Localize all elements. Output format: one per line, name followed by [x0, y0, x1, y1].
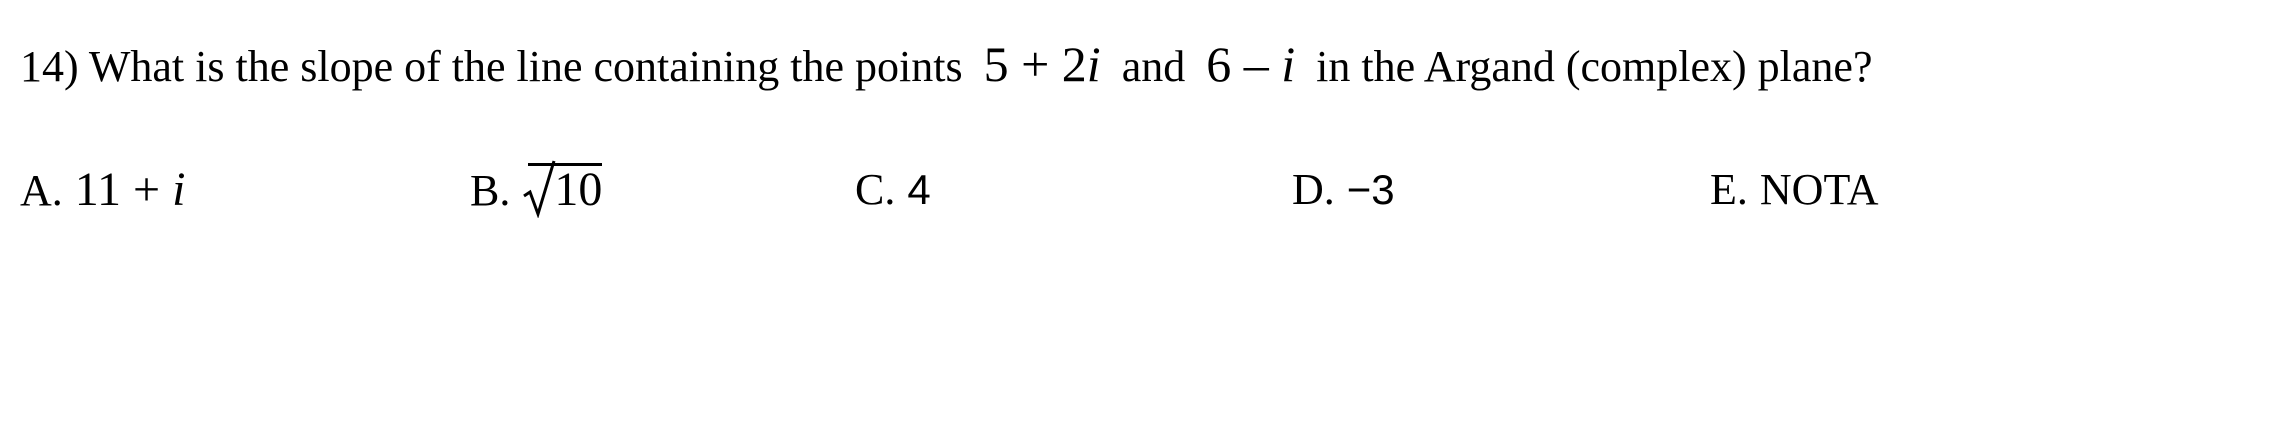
choice-d-value: −3 [1346, 166, 1395, 213]
square-root-expression [522, 162, 602, 218]
choice-b-letter: B. [470, 166, 511, 215]
choice-a-value [75, 163, 186, 216]
choice-c-value: 4 [907, 166, 931, 213]
choice-a-operator: + [133, 163, 161, 216]
choice-b[interactable] [470, 162, 602, 219]
point-one-expression [984, 36, 1101, 92]
choice-e[interactable] [1710, 162, 1879, 218]
point-one-real: 5 [983, 36, 1009, 92]
choice-a-number: 11 [74, 163, 121, 216]
point-one-imag: 2 [1061, 36, 1087, 92]
point-two-operator: – [1243, 36, 1269, 92]
question-text-before: What is the slope of the line containing the points [88, 42, 963, 91]
point-one-operator: + [1021, 36, 1050, 92]
question-text [20, 36, 1872, 95]
choice-c[interactable] [855, 162, 931, 218]
choice-d[interactable] [1292, 162, 1395, 218]
choice-e-letter: E. [1710, 165, 1748, 214]
radical-sign-icon [522, 158, 556, 218]
choice-d-letter: D. [1292, 165, 1335, 214]
conjunction: and [1121, 42, 1186, 91]
point-two-real: 6 [1206, 36, 1232, 92]
point-two-expression [1206, 36, 1295, 92]
point-one-unit: i [1086, 36, 1101, 92]
choice-a[interactable] [20, 162, 185, 219]
choice-a-letter: A. [20, 166, 63, 215]
choice-a-unit: i [172, 163, 186, 216]
choice-e-value: NOTA [1759, 165, 1879, 214]
question-text-after: in the Argand (complex) plane? [1316, 42, 1873, 91]
point-two-unit: i [1281, 36, 1296, 92]
question-number: 14) [20, 42, 79, 91]
choice-b-radicand: 10 [528, 163, 602, 214]
choice-c-letter: C. [855, 165, 896, 214]
